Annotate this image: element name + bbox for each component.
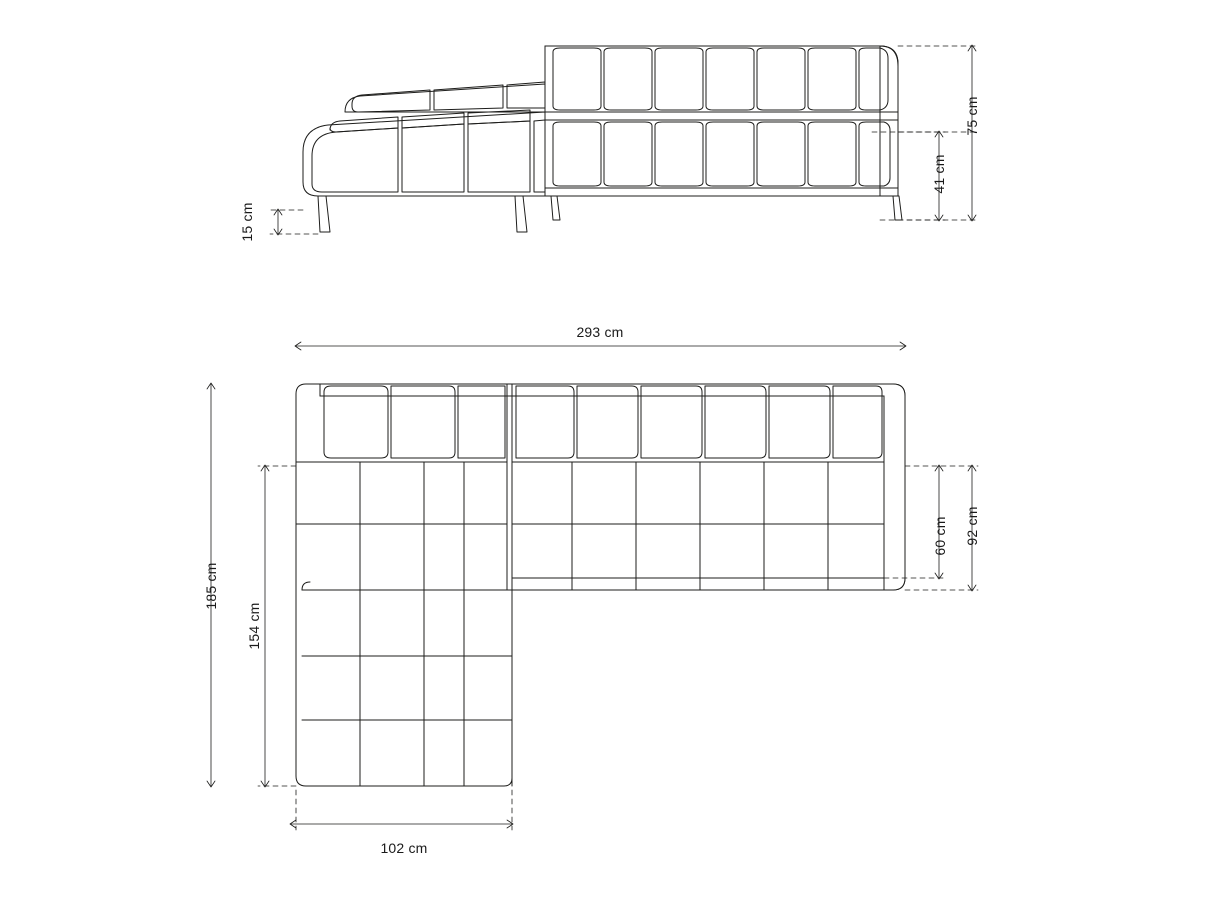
dimension-label-width-total: 293 cm [576,324,624,340]
dimension-label-seat-depth: 60 cm [932,516,948,556]
dimension-label-main-depth: 92 cm [964,506,980,546]
dimension-label-seat-height: 41 cm [931,154,947,194]
front-elevation-view [303,46,902,232]
dimension-label-chaise-width: 102 cm [380,840,428,856]
dimension-label-depth-total: 185 cm [203,562,219,610]
dimension-label-chaise-depth: 154 cm [246,602,262,650]
top-plan-view [296,384,905,786]
dimension-label-leg-height: 15 cm [239,202,255,242]
dimension-label-height-total: 75 cm [964,96,980,136]
